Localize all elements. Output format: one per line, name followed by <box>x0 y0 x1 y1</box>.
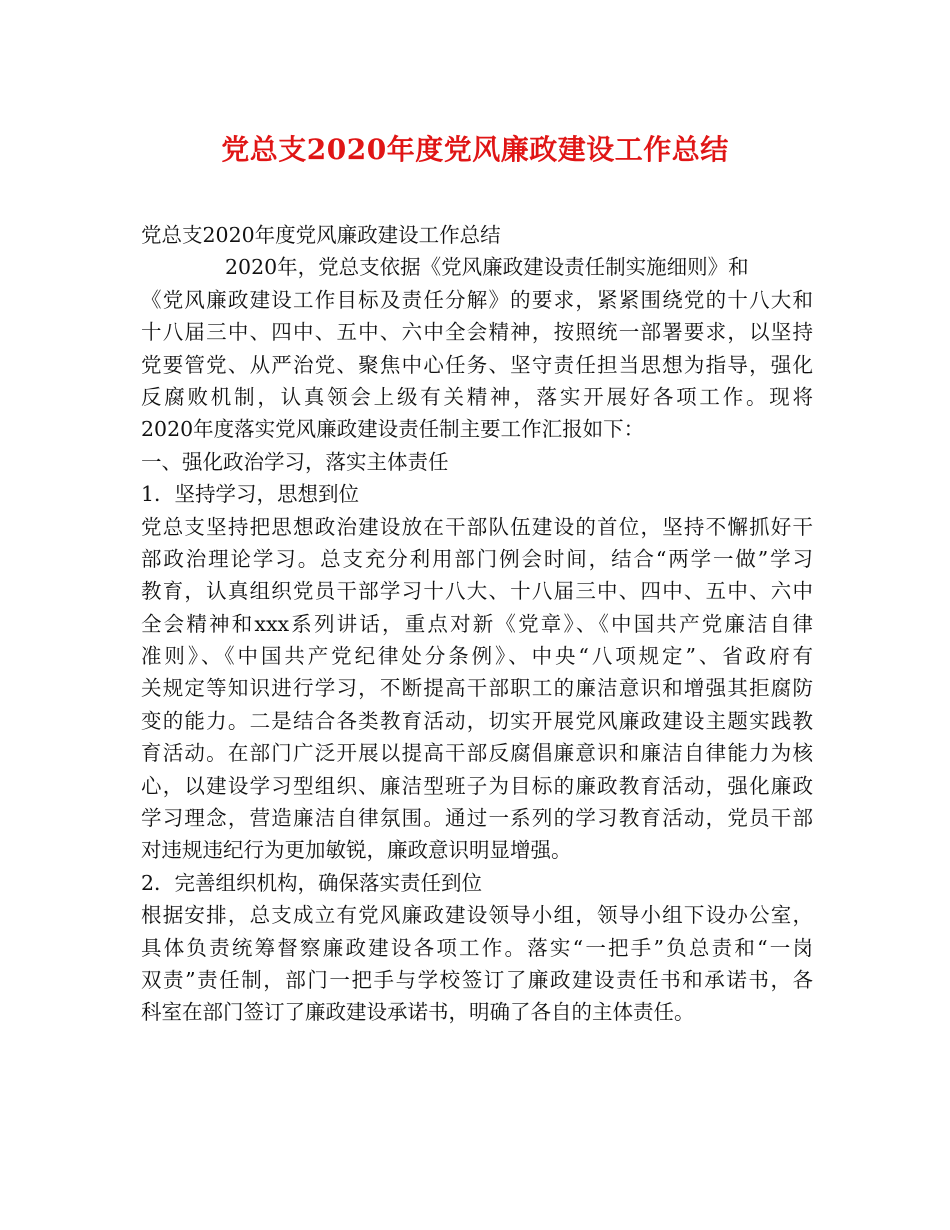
document-title: 党总支2020年度党风廉政建设工作总结 <box>221 133 729 166</box>
body-line: 党总支坚持把思想政治建设放在干部队伍建设的首位，坚持不懈抓好干 <box>141 514 813 539</box>
body-line: 双责”责任制，部门一把手与学校签订了廉政建设责任书和承诺书，各 <box>141 967 813 992</box>
body-line: 科室在部门签订了廉政建设承诺书，明确了各自的主体责任。 <box>141 1000 695 1025</box>
body-line: 2020年度落实党风廉政建设责任制主要工作汇报如下： <box>141 417 645 442</box>
body-line: 对违规违纪行为更加敏锐，廉政意识明显增强。 <box>141 838 572 863</box>
body-line: 党要管党、从严治党、聚焦中心任务、坚守责任担当思想为指导，强化 <box>141 352 813 377</box>
body-line: 教育，认真组织党员干部学习十八大、十八届三中、四中、五中、六中 <box>141 579 813 604</box>
document-body <box>141 219 813 1029</box>
body-line: 2020年，党总支依据《党风廉政建设责任制实施细则》和 <box>225 255 749 280</box>
body-line: 具体负责统筹督察廉政建设各项工作。落实“一把手”负总责和“一岗 <box>141 935 813 960</box>
body-line: 部政治理论学习。总支充分利用部门例会时间，结合“两学一做”学习 <box>141 546 813 571</box>
body-line: 1．坚持学习，思想到位 <box>141 482 360 507</box>
body-line: 十八届三中、四中、五中、六中全会精神，按照统一部署要求，以坚持 <box>141 320 813 345</box>
body-line: 根据安排，总支成立有党风廉政建设领导小组，领导小组下设办公室， <box>141 903 813 928</box>
body-line: 党总支2020年度党风廉政建设工作总结 <box>141 223 501 247</box>
body-line: 心，以建设学习型组织、廉洁型班子为目标的廉政教育活动，强化廉政 <box>141 773 813 798</box>
body-line: 反腐败机制，认真领会上级有关精神，落实开展好各项工作。现将 <box>141 384 813 409</box>
body-line: 学习理念，营造廉洁自律氛围。通过一系列的学习教育活动，党员干部 <box>141 806 813 831</box>
body-line: 变的能力。二是结合各类教育活动，切实开展党风廉政建设主题实践教 <box>141 708 813 733</box>
body-line: 关规定等知识进行学习，不断提高干部职工的廉洁意识和增强其拒腐防 <box>141 676 813 701</box>
body-line: 育活动。在部门广泛开展以提高干部反腐倡廉意识和廉洁自律能力为核 <box>141 741 813 766</box>
body-line: 《党风廉政建设工作目标及责任分解》的要求，紧紧围绕党的十八大和 <box>141 287 813 312</box>
body-line: 一、强化政治学习，落实主体责任 <box>141 449 449 474</box>
body-line: 2．完善组织机构，确保落实责任到位 <box>141 870 483 895</box>
body-line: 全会精神和xxx系列讲话，重点对新《党章》、《中国共产党廉洁自律 <box>141 611 813 636</box>
body-line: 准则》、《中国共产党纪律处分条例》、中央“八项规定”、省政府有 <box>141 644 813 669</box>
